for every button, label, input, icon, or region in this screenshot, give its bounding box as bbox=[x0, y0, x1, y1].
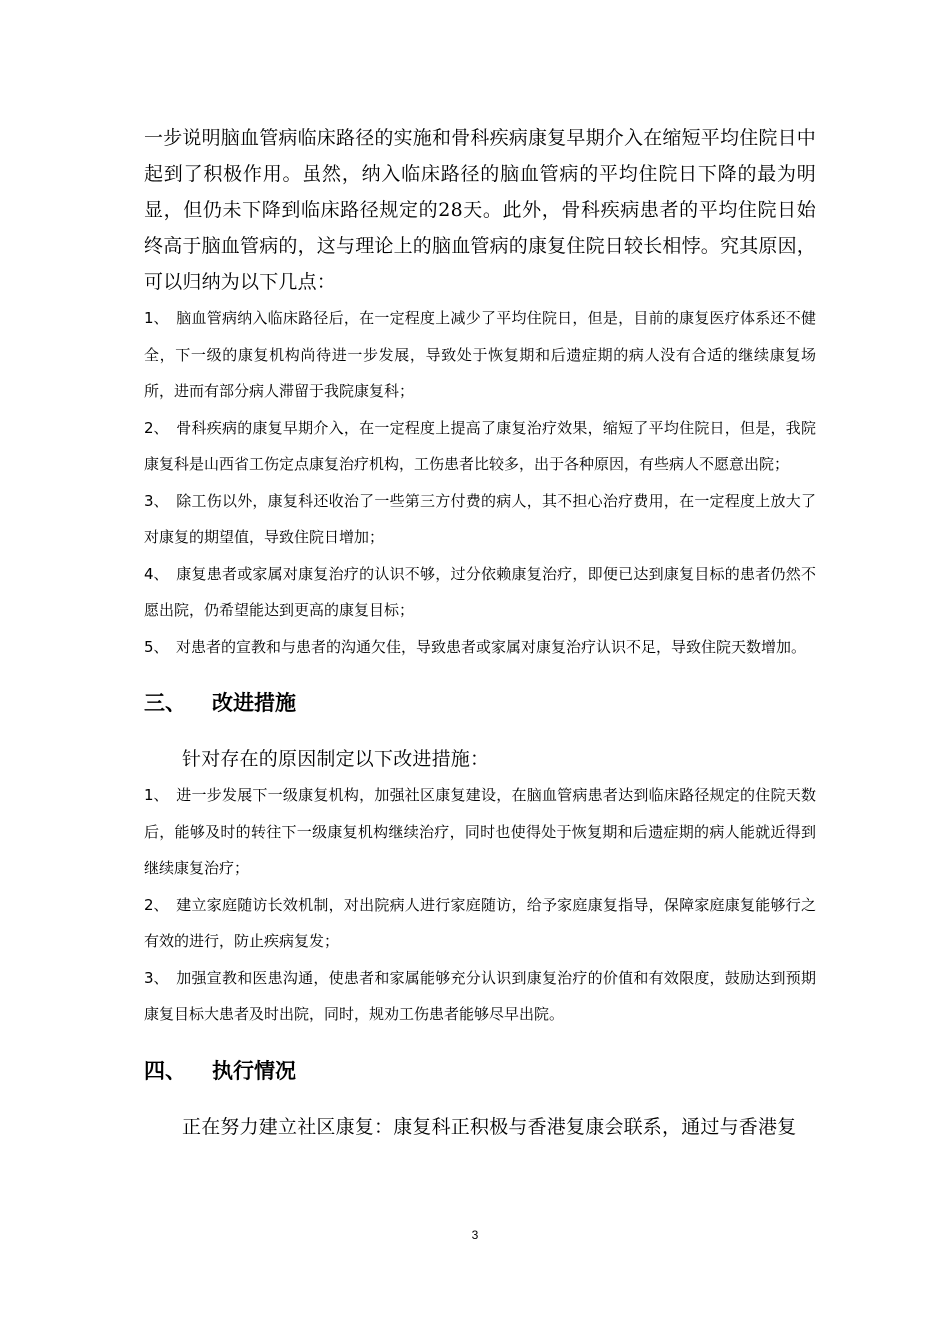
section-3-intro: 针对存在的原因制定以下改进措施： bbox=[182, 748, 490, 770]
list-item bbox=[144, 629, 816, 666]
page-content bbox=[144, 120, 816, 1145]
section-3-title: 改进措施 bbox=[212, 691, 296, 715]
list-item bbox=[144, 777, 816, 887]
section-4-number: 四、 bbox=[144, 1058, 186, 1083]
list-item-number: 1、 bbox=[144, 309, 169, 327]
list-item bbox=[144, 300, 816, 410]
list-item bbox=[144, 410, 816, 483]
list-item bbox=[144, 483, 816, 556]
section-4-intro: 正在努力建立社区康复：康复科正积极与香港复康会联系，通过与香港复 bbox=[182, 1115, 797, 1138]
list-item bbox=[144, 556, 816, 629]
list-item bbox=[144, 960, 816, 1033]
measures-list bbox=[144, 777, 816, 1033]
page-number: 3 bbox=[471, 1228, 479, 1242]
list-item-text: 建立家庭随访长效机制，对出院病人进行家庭随访，给予家庭康复指导，保障家庭康复能够行之有效的进行，防止疾病复发； bbox=[144, 895, 816, 950]
intro-paragraph: 一步说明脑血管病临床路径的实施和骨科疾病康复早期介入在缩短平均住院日中起到了积极作用。虽然，纳入临床路径的脑血管病的平均住院日下降的最为明显，但仍未下降到临床路径规定的28天。此外，骨科疾病患者的平均住院日始终高于脑血管病的，这与理论上的脑血管病的康复住院日较长相悖。究其原因，可以归纳为以下几点： bbox=[144, 127, 817, 293]
list-item-number: 4、 bbox=[144, 564, 169, 583]
list-item-text: 骨科疾病的康复早期介入，在一定程度上提高了康复治疗效果，缩短了平均住院日，但是，我院康复科是山西省工伤定点康复治疗机构，工伤患者比较多，出于各种原因，有些病人不愿意出院； bbox=[144, 418, 816, 473]
list-item-number: 3、 bbox=[144, 491, 169, 510]
list-item-text: 康复患者或家属对康复治疗的认识不够，过分依赖康复治疗，即便已达到康复目标的患者仍然不愿出院，仍希望能达到更高的康复目标； bbox=[144, 564, 816, 619]
list-item-number: 5、 bbox=[144, 637, 169, 656]
list-item-number: 3、 bbox=[144, 968, 169, 987]
section-3-number: 三、 bbox=[144, 691, 186, 715]
list-item-number: 1、 bbox=[144, 786, 169, 804]
section-4-heading bbox=[144, 1033, 816, 1109]
list-item-number: 2、 bbox=[144, 895, 169, 914]
list-item-text: 加强宣教和医患沟通，使患者和家属能够充分认识到康复治疗的价值和有效限度，鼓励达到预期康复目标大患者及时出院，同时，规劝工伤患者能够尽早出院。 bbox=[144, 968, 816, 1023]
list-item-number: 2、 bbox=[144, 418, 169, 437]
list-item-text: 进一步发展下一级康复机构，加强社区康复建设，在脑血管病患者达到临床路径规定的住院天数后，能够及时的转往下一级康复机构继续治疗，同时也使得处于恢复期和后遗症期的病人能就近得到继续康复治疗； bbox=[144, 786, 816, 877]
reasons-list bbox=[144, 300, 816, 665]
list-item-text: 除工伤以外，康复科还收治了一些第三方付费的病人，其不担心治疗费用，在一定程度上放大了对康复的期望值，导致住院日增加； bbox=[144, 491, 816, 546]
list-item-text: 对患者的宣教和与患者的沟通欠佳，导致患者或家属对康复治疗认识不足，导致住院天数增加。 bbox=[176, 637, 807, 656]
section-3-heading bbox=[144, 665, 816, 741]
section-4-title: 执行情况 bbox=[212, 1058, 296, 1083]
list-item-text: 脑血管病纳入临床路径后，在一定程度上减少了平均住院日，但是，目前的康复医疗体系还不健全，下一级的康复机构尚待进一步发展，导致处于恢复期和后遗症期的病人没有合适的继续康复场所，进而有部分病人滞留于我院康复科； bbox=[144, 309, 816, 400]
list-item bbox=[144, 887, 816, 960]
